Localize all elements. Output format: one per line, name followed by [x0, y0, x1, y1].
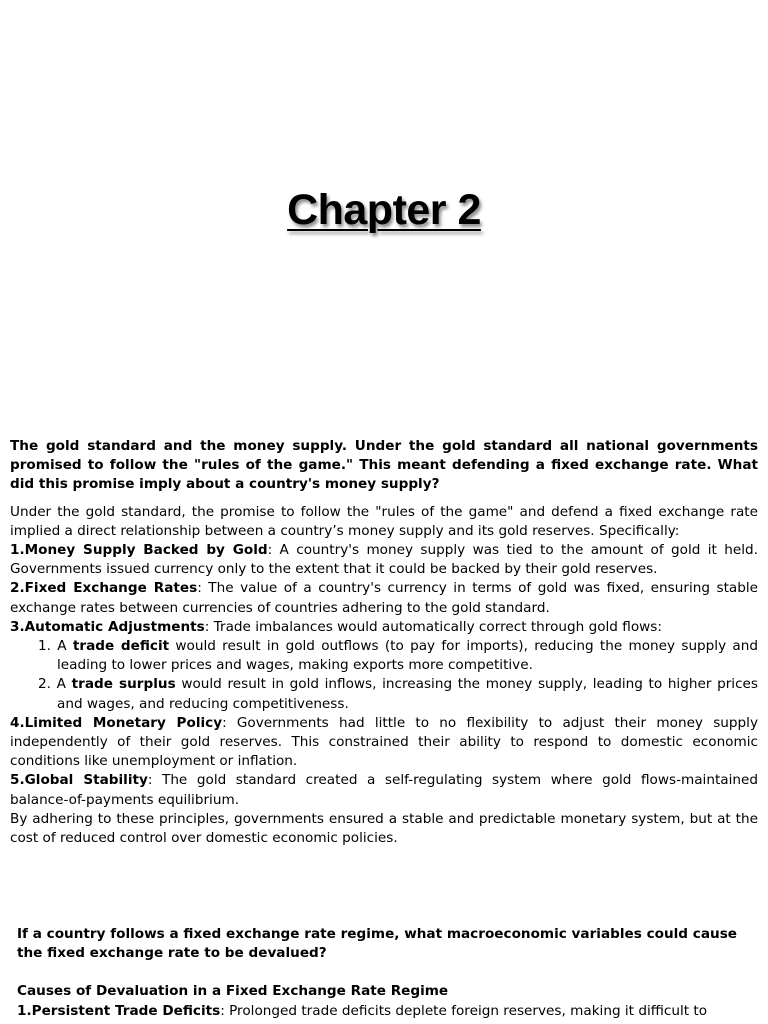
- sub-item-text: would result in gold inflows, increasing the money supply, leading to higher prices and wages, and reducing competitiveness.: [57, 676, 758, 712]
- point-text: : A country's money supply was tied to the amount of gold it held. Governments issued currency only to the extent that it could be backed by their gold reserves.: [10, 542, 758, 578]
- point-text: : Governments had little to no flexibility to adjust their money supply independently of their gold reserves. This constrained their ability to respond to domestic economic conditions like unemployment or inflation.: [10, 714, 758, 770]
- sub-list-item: [10, 637, 758, 675]
- sub-item-prefix: A: [57, 638, 73, 655]
- question-heading: If a country follows a fixed exchange rate regime, what macroeconomic variables could cause the fixed exchange rate to be devalued?: [17, 926, 737, 962]
- list-item: [10, 541, 758, 579]
- point-text: : The value of a country's currency in terms of gold was fixed, ensuring stable exchange rates between currencies of countries adhering to the gold standard.: [10, 580, 759, 616]
- point-label: 1.Money Supply Backed by Gold: [10, 542, 268, 559]
- sub-item-bold: trade surplus: [71, 676, 176, 693]
- sub-item-prefix: A: [56, 676, 72, 693]
- sub-item-bold: trade deficit: [72, 638, 170, 655]
- section-heading: Causes of Devaluation in a Fixed Exchange Rate Regime: [17, 983, 449, 1000]
- gold-standard-section: [10, 437, 758, 848]
- list-item: [17, 1002, 737, 1021]
- chapter-title: Chapter 2: [287, 186, 481, 234]
- list-item: [10, 771, 758, 809]
- sub-list-item: [10, 675, 758, 713]
- point-label: 2.Fixed Exchange Rates: [10, 580, 198, 597]
- point-label: 3.Automatic Adjustments: [10, 618, 205, 635]
- point-text: : Prolonged trade deficits deplete foreign reserves, making it difficult to: [220, 1002, 708, 1019]
- point-label: 1.Persistent Trade Deficits: [17, 1002, 221, 1019]
- intro-paragraph: Under the gold standard, the promise to follow the "rules of the game" and defend a fixed exchange rate implied a direct relationship between a country’s money supply and its gold reserves. Specifically:: [10, 503, 758, 539]
- list-item: [10, 579, 758, 617]
- sub-item-number: 2.: [38, 676, 51, 693]
- point-label: 4.Limited Monetary Policy: [10, 714, 223, 731]
- list-item: [10, 714, 758, 772]
- point-label: 5.Global Stability: [10, 772, 148, 789]
- sub-item-number: 1.: [38, 638, 51, 655]
- devaluation-section: [17, 925, 737, 1021]
- point-text: : The gold standard created a self-regulating system where gold flows-maintained balance-of-payments equilibrium.: [10, 772, 758, 808]
- list-item: [10, 618, 758, 637]
- point-text: : Trade imbalances would automatically correct through gold flows:: [204, 618, 662, 635]
- question-heading: The gold standard and the money supply. Under the gold standard all national governments promised to follow the "rules of the game." This meant defending a fixed exchange rate. What did this promise imply about a country's money supply?: [10, 438, 758, 493]
- sub-item-text: would result in gold outflows (to pay for imports), reducing the money supply and leading to lower prices and wages, making exports more competitive.: [57, 638, 758, 674]
- conclusion-paragraph: By adhering to these principles, governments ensured a stable and predictable monetary system, but at the cost of reduced control over domestic economic policies.: [10, 810, 758, 847]
